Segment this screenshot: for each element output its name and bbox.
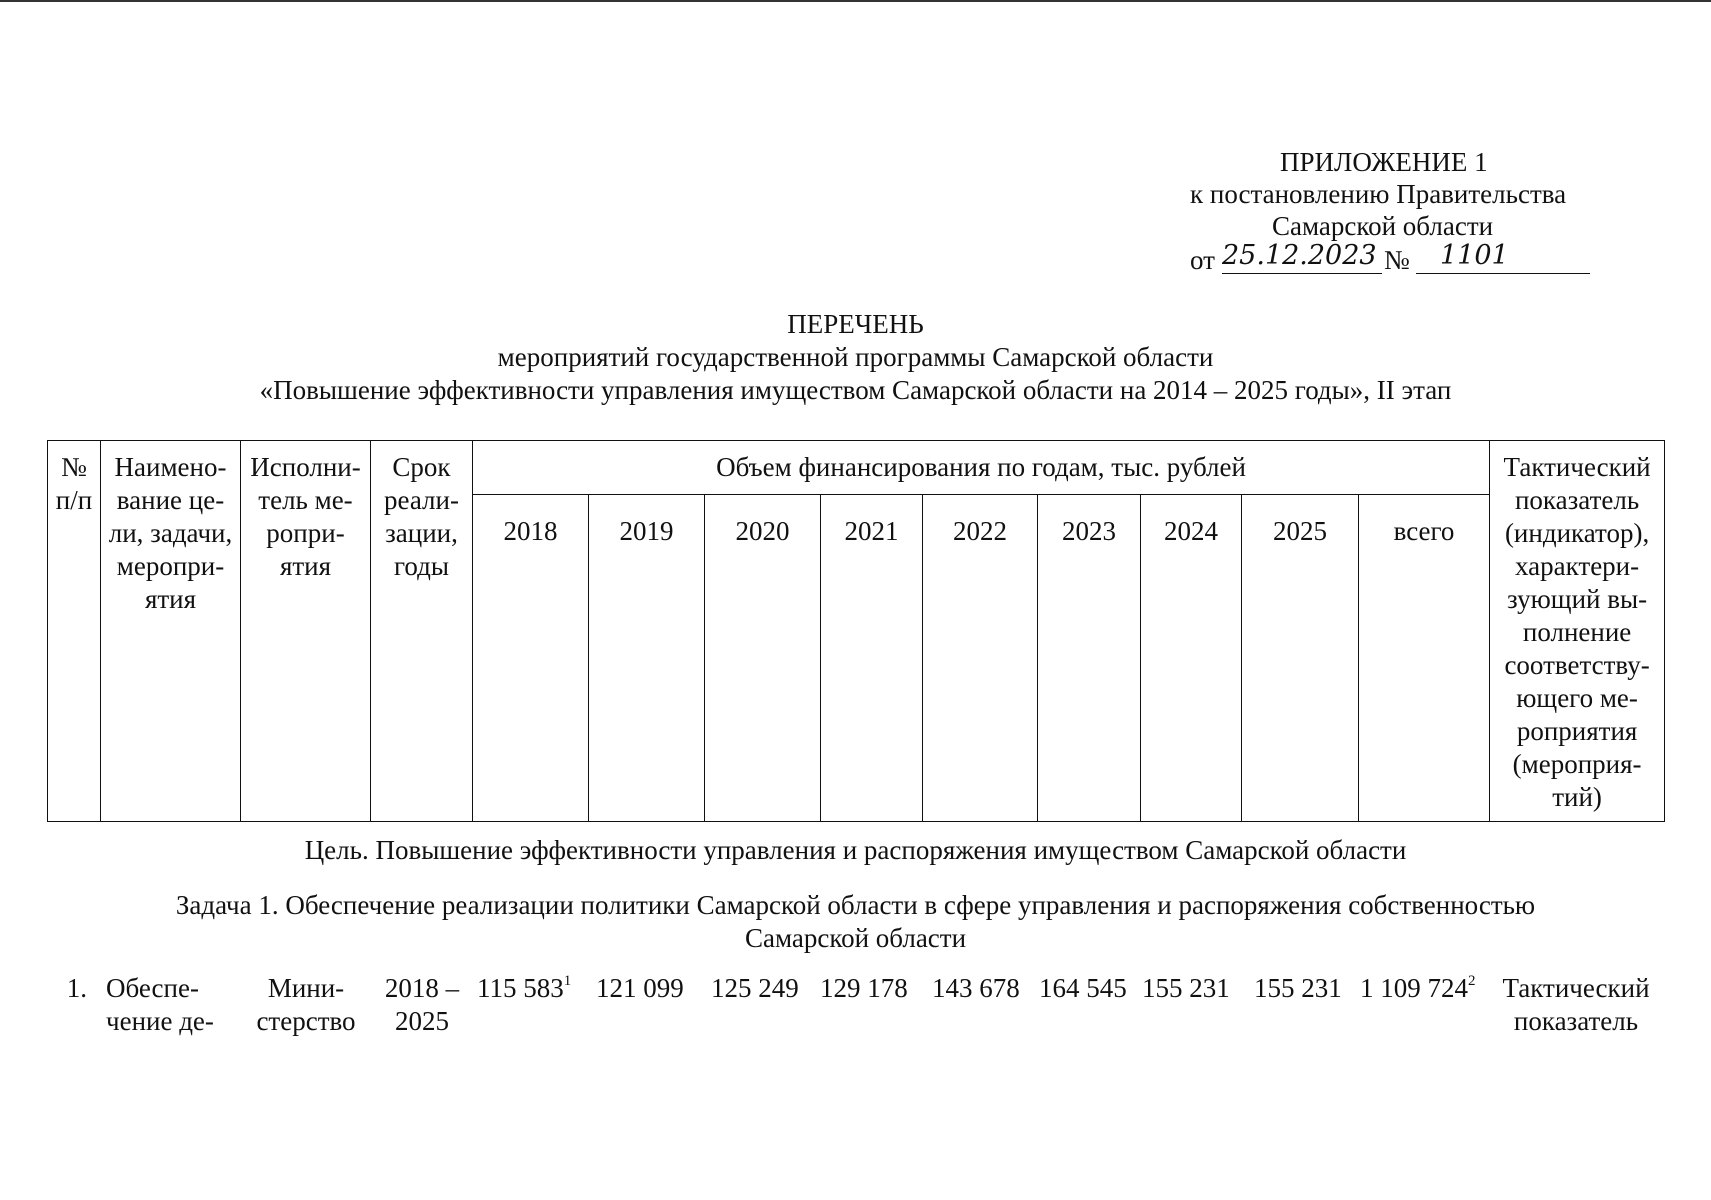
row-value-2019: 121 099	[596, 973, 684, 1003]
appendix-title: ПРИЛОЖЕНИЕ 1	[1280, 147, 1488, 177]
row-value-2021: 129 178	[820, 973, 908, 1003]
col-header-number: № п/п	[48, 441, 101, 822]
appendix-from-prefix: от	[1190, 245, 1215, 275]
row-number: 1.	[66, 973, 87, 1003]
row-executor-line2: стерство	[256, 1006, 356, 1036]
row-term-line2: 2025	[395, 1006, 449, 1036]
col-header-name: Наимено-вание це-ли, задачи, меропри-ятия	[101, 441, 241, 822]
footnote-2-marker: 2	[1468, 973, 1476, 989]
row-value-2020: 125 249	[711, 973, 799, 1003]
number-underline	[1416, 273, 1590, 274]
col-header-year-2025: 2025	[1242, 495, 1359, 822]
row-value-2025: 155 231	[1254, 973, 1342, 1003]
appendix-region-line: Самарской области	[1272, 211, 1494, 241]
measures-table-header	[47, 440, 1665, 822]
col-header-total: всего	[1359, 495, 1490, 822]
row-executor-line1: Мини-	[267, 973, 345, 1003]
row-value-2023: 164 545	[1039, 973, 1127, 1003]
appendix-date: 25.12.2023	[1222, 240, 1377, 271]
row-term-line1: 2018 –	[384, 973, 460, 1003]
col-header-year-2021: 2021	[821, 495, 923, 822]
col-header-executor: Исполни-тель ме-ропри-ятия	[241, 441, 371, 822]
date-underline	[1222, 273, 1382, 274]
program-name: «Повышение эффективности управления имуществом Самарской области на 2014 – 2025 годы», II этап	[259, 375, 1452, 405]
row-value-2018: 115 $583^1$	[477, 973, 572, 1003]
document-title: ПЕРЕЧЕНЬ	[787, 309, 924, 339]
row-value-2024: 155 231	[1142, 973, 1230, 1003]
col-header-year-2018: 2018	[473, 495, 589, 822]
document-subtitle: мероприятий государственной программы Самарской области	[497, 342, 1214, 372]
col-header-year-2020: 2020	[705, 495, 821, 822]
col-header-indicator: Тактический показатель (индикатор), характери-зующий вы-полнение соответству-ющего ме-роприятия (мероприя-тий)	[1490, 441, 1665, 822]
row-name-line1: Обеспе-	[106, 973, 199, 1003]
appendix-number-prefix: №	[1384, 245, 1410, 275]
goal-heading: Цель. Повышение эффективности управления и распоряжения имуществом Самарской области	[304, 835, 1407, 865]
col-header-year-2019: 2019	[589, 495, 705, 822]
col-header-year-2023: 2023	[1038, 495, 1141, 822]
top-border-line	[0, 0, 1711, 2]
appendix-decree-line: к постановлению Правительства	[1190, 179, 1567, 209]
col-header-year-2024: 2024	[1141, 495, 1242, 822]
appendix-number: 1101	[1440, 240, 1509, 271]
row-value-2022: 143 678	[932, 973, 1020, 1003]
row-indicator-line1: Тактический	[1502, 973, 1650, 1003]
task-heading: Задача 1. Обеспечение реализации политики Самарской области в сфере управления и распоряжения собственностью	[175, 890, 1536, 920]
col-header-funding: Объем финансирования по годам, тыс. рублей	[473, 441, 1490, 495]
footnote-1-marker: 1	[563, 973, 572, 989]
col-header-term: Срок реали-зации, годы	[371, 441, 473, 822]
col-header-year-2022: 2022	[923, 495, 1038, 822]
task-heading-continued: Самарской области	[744, 923, 967, 953]
row-value-total: 1 109 $724^2$	[1360, 973, 1476, 1003]
row-indicator-line2: показатель	[1513, 1006, 1639, 1036]
row-name-line2: чение де-	[106, 1006, 214, 1036]
